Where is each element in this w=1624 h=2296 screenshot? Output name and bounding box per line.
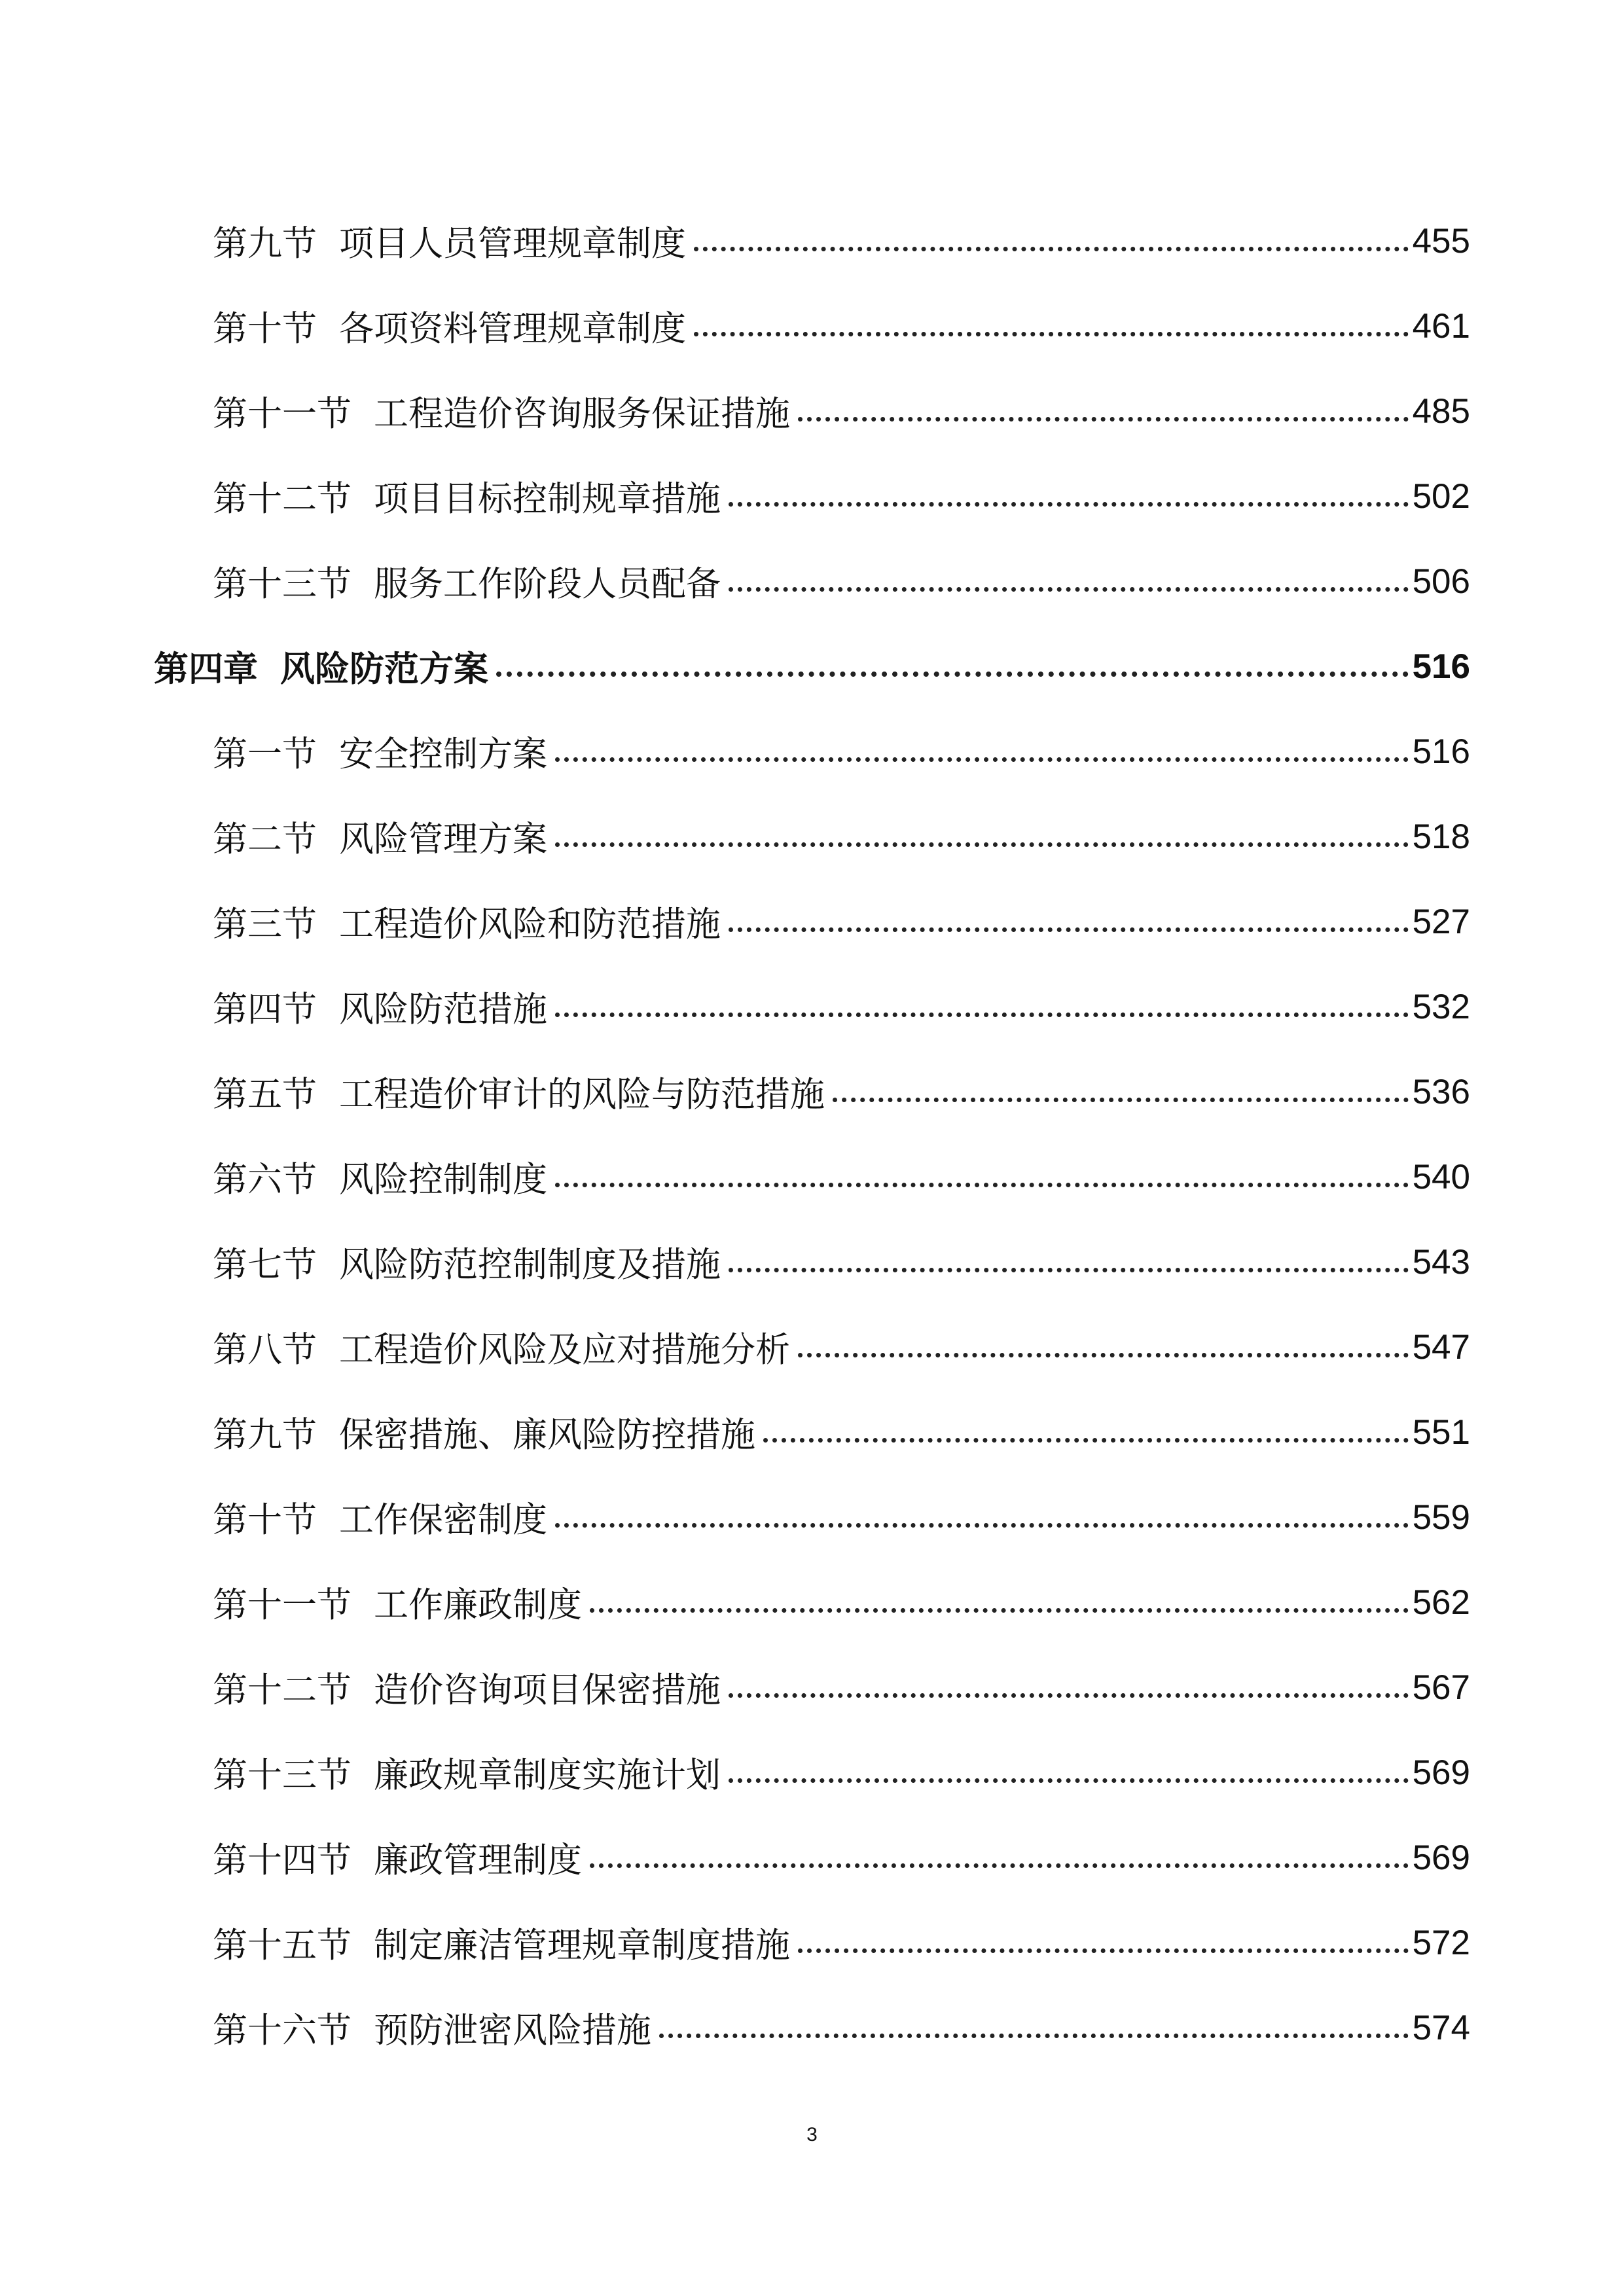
page-number: 3: [806, 2124, 818, 2145]
toc-entry-page: 516: [1412, 732, 1470, 771]
toc-entry-number: 第十三节: [213, 1755, 352, 1795]
toc-entry-page: 562: [1412, 1583, 1470, 1622]
toc-entry-number: 第十四节: [213, 1840, 352, 1880]
toc-entry-number: 第十节: [213, 1500, 317, 1540]
toc-entry[interactable]: [213, 463, 1470, 529]
toc-entry-title: 工作保密制度: [339, 1500, 547, 1540]
toc-entry-page: 574: [1412, 2008, 1470, 2047]
toc-entry-title: 预防泄密风险措施: [374, 2011, 651, 2051]
toc-entry-number: 第十五节: [213, 1926, 352, 1965]
toc-leader-dots: [496, 672, 1409, 677]
toc-entry-page: 536: [1412, 1072, 1470, 1111]
toc-leader-dots: [729, 1778, 1409, 1783]
toc-entry-page: 569: [1412, 1838, 1470, 1877]
toc-entry-page: 532: [1412, 987, 1470, 1026]
toc-leader-dots: [590, 1863, 1409, 1868]
toc-leader-dots: [833, 1098, 1409, 1102]
toc-entry[interactable]: [213, 1570, 1470, 1635]
toc-entry-title: 项目人员管理规章制度: [339, 224, 686, 264]
toc-entry-number: 第四节: [213, 990, 317, 1030]
toc-entry-number: 第六节: [213, 1160, 317, 1200]
toc-entry[interactable]: [213, 548, 1470, 614]
toc-entry-number: 第七节: [213, 1245, 317, 1285]
toc-leader-dots: [798, 417, 1409, 422]
toc-leader-dots: [729, 587, 1409, 592]
toc-entry-page: 518: [1412, 817, 1470, 856]
toc-entry-title: 项目目标控制规章措施: [374, 479, 721, 519]
toc-leader-dots: [763, 1438, 1409, 1443]
toc-entry-page: 516: [1412, 647, 1470, 686]
toc-entry[interactable]: [213, 1059, 1470, 1124]
toc-leader-dots: [555, 1013, 1409, 1017]
toc-leader-dots: [555, 1523, 1409, 1528]
toc-entry-number: 第十三节: [213, 564, 352, 604]
toc-leader-dots: [590, 1608, 1409, 1613]
toc-entry-number: 第三节: [213, 905, 317, 944]
toc-entry[interactable]: [213, 804, 1470, 869]
toc-leader-dots: [659, 2034, 1409, 2038]
toc-leader-dots: [798, 1948, 1409, 1953]
toc-entry[interactable]: [213, 293, 1470, 359]
toc-entry-title: 保密措施、廉风险防控措施: [339, 1415, 755, 1455]
toc-entry[interactable]: [213, 1229, 1470, 1295]
toc-entry-title: 造价咨询项目保密措施: [374, 1670, 721, 1710]
toc-entry[interactable]: [213, 1825, 1470, 1890]
toc-leader-dots: [555, 757, 1409, 762]
toc-entry[interactable]: [213, 1655, 1470, 1720]
toc-entry-title: 工程造价审计的风险与防范措施: [339, 1075, 825, 1115]
toc-entry-number: 第十一节: [213, 1585, 352, 1625]
toc-entry-number: 第九节: [213, 1415, 317, 1455]
toc-entry-page: 527: [1412, 902, 1470, 941]
toc-entry-page: 572: [1412, 1923, 1470, 1962]
toc-entry-number: 第十六节: [213, 2011, 352, 2051]
toc-entry-page: 502: [1412, 476, 1470, 516]
toc-entry-number: 第四章: [154, 649, 258, 689]
toc-entry-title: 工程造价风险和防范措施: [339, 905, 721, 944]
toc-leader-dots: [729, 1268, 1409, 1272]
toc-entry-page: 455: [1412, 221, 1470, 260]
toc-entry-page: 567: [1412, 1668, 1470, 1707]
toc-entry-page: 543: [1412, 1242, 1470, 1282]
toc-entry-title: 制定廉洁管理规章制度措施: [374, 1926, 790, 1965]
toc-entry-number: 第十二节: [213, 479, 352, 519]
toc-entry-title: 风险防范控制制度及措施: [339, 1245, 721, 1285]
toc-entry[interactable]: [213, 208, 1470, 274]
toc-leader-dots: [729, 502, 1409, 507]
toc-entry-number: 第五节: [213, 1075, 317, 1115]
toc-leader-dots: [694, 247, 1409, 251]
toc-leader-dots: [729, 1693, 1409, 1698]
toc-entry-title: 风险控制制度: [339, 1160, 547, 1200]
toc-entry[interactable]: [213, 1314, 1470, 1380]
toc-entry-title: 风险防范措施: [339, 990, 547, 1030]
toc-entry-number: 第八节: [213, 1330, 317, 1370]
toc-leader-dots: [694, 332, 1409, 336]
toc-entry[interactable]: [213, 1910, 1470, 1975]
toc-leader-dots: [555, 1183, 1409, 1187]
toc-entry-number: 第二节: [213, 819, 317, 859]
toc-entry-title: 安全控制方案: [339, 734, 547, 774]
toc-entry[interactable]: [213, 1399, 1470, 1465]
toc-leader-dots: [555, 842, 1409, 847]
toc-entry-title: 廉政规章制度实施计划: [374, 1755, 721, 1795]
toc-entry-page: 485: [1412, 391, 1470, 431]
toc-entry-page: 506: [1412, 562, 1470, 601]
toc-entry[interactable]: [213, 1484, 1470, 1550]
toc-entry-page: 461: [1412, 306, 1470, 346]
toc-entry-page: 569: [1412, 1753, 1470, 1792]
toc-entry[interactable]: [213, 1144, 1470, 1210]
toc-entry-title: 风险防范方案: [280, 649, 488, 689]
toc-entry-number: 第十二节: [213, 1670, 352, 1710]
toc-entry[interactable]: [213, 378, 1470, 444]
toc-entry-number: 第十节: [213, 309, 317, 349]
toc-entry-page: 551: [1412, 1412, 1470, 1452]
toc-entry-title: 各项资料管理规章制度: [339, 309, 686, 349]
toc-entry[interactable]: [213, 1740, 1470, 1805]
toc-entry-title: 风险管理方案: [339, 819, 547, 859]
toc-entry[interactable]: [213, 719, 1470, 784]
toc-leader-dots: [798, 1353, 1409, 1357]
toc-entry-page: 540: [1412, 1157, 1470, 1196]
toc-entry[interactable]: [213, 1995, 1470, 2060]
toc-entry-number: 第九节: [213, 224, 317, 264]
toc-entry-title: 工程造价风险及应对措施分析: [339, 1330, 790, 1370]
toc-entry-page: 559: [1412, 1498, 1470, 1537]
toc-entry-title: 工程造价咨询服务保证措施: [374, 394, 790, 434]
toc-entry[interactable]: [213, 974, 1470, 1039]
toc-entry-title: 工作廉政制度: [374, 1585, 582, 1625]
toc-entry-title: 廉政管理制度: [374, 1840, 582, 1880]
toc-entry[interactable]: [213, 889, 1470, 954]
toc-entry-page: 547: [1412, 1327, 1470, 1367]
toc-entry-number: 第十一节: [213, 394, 352, 434]
toc-chapter-entry[interactable]: [154, 634, 1470, 699]
toc-entry-title: 服务工作阶段人员配备: [374, 564, 721, 604]
toc-leader-dots: [729, 927, 1409, 932]
toc-entry-number: 第一节: [213, 734, 317, 774]
